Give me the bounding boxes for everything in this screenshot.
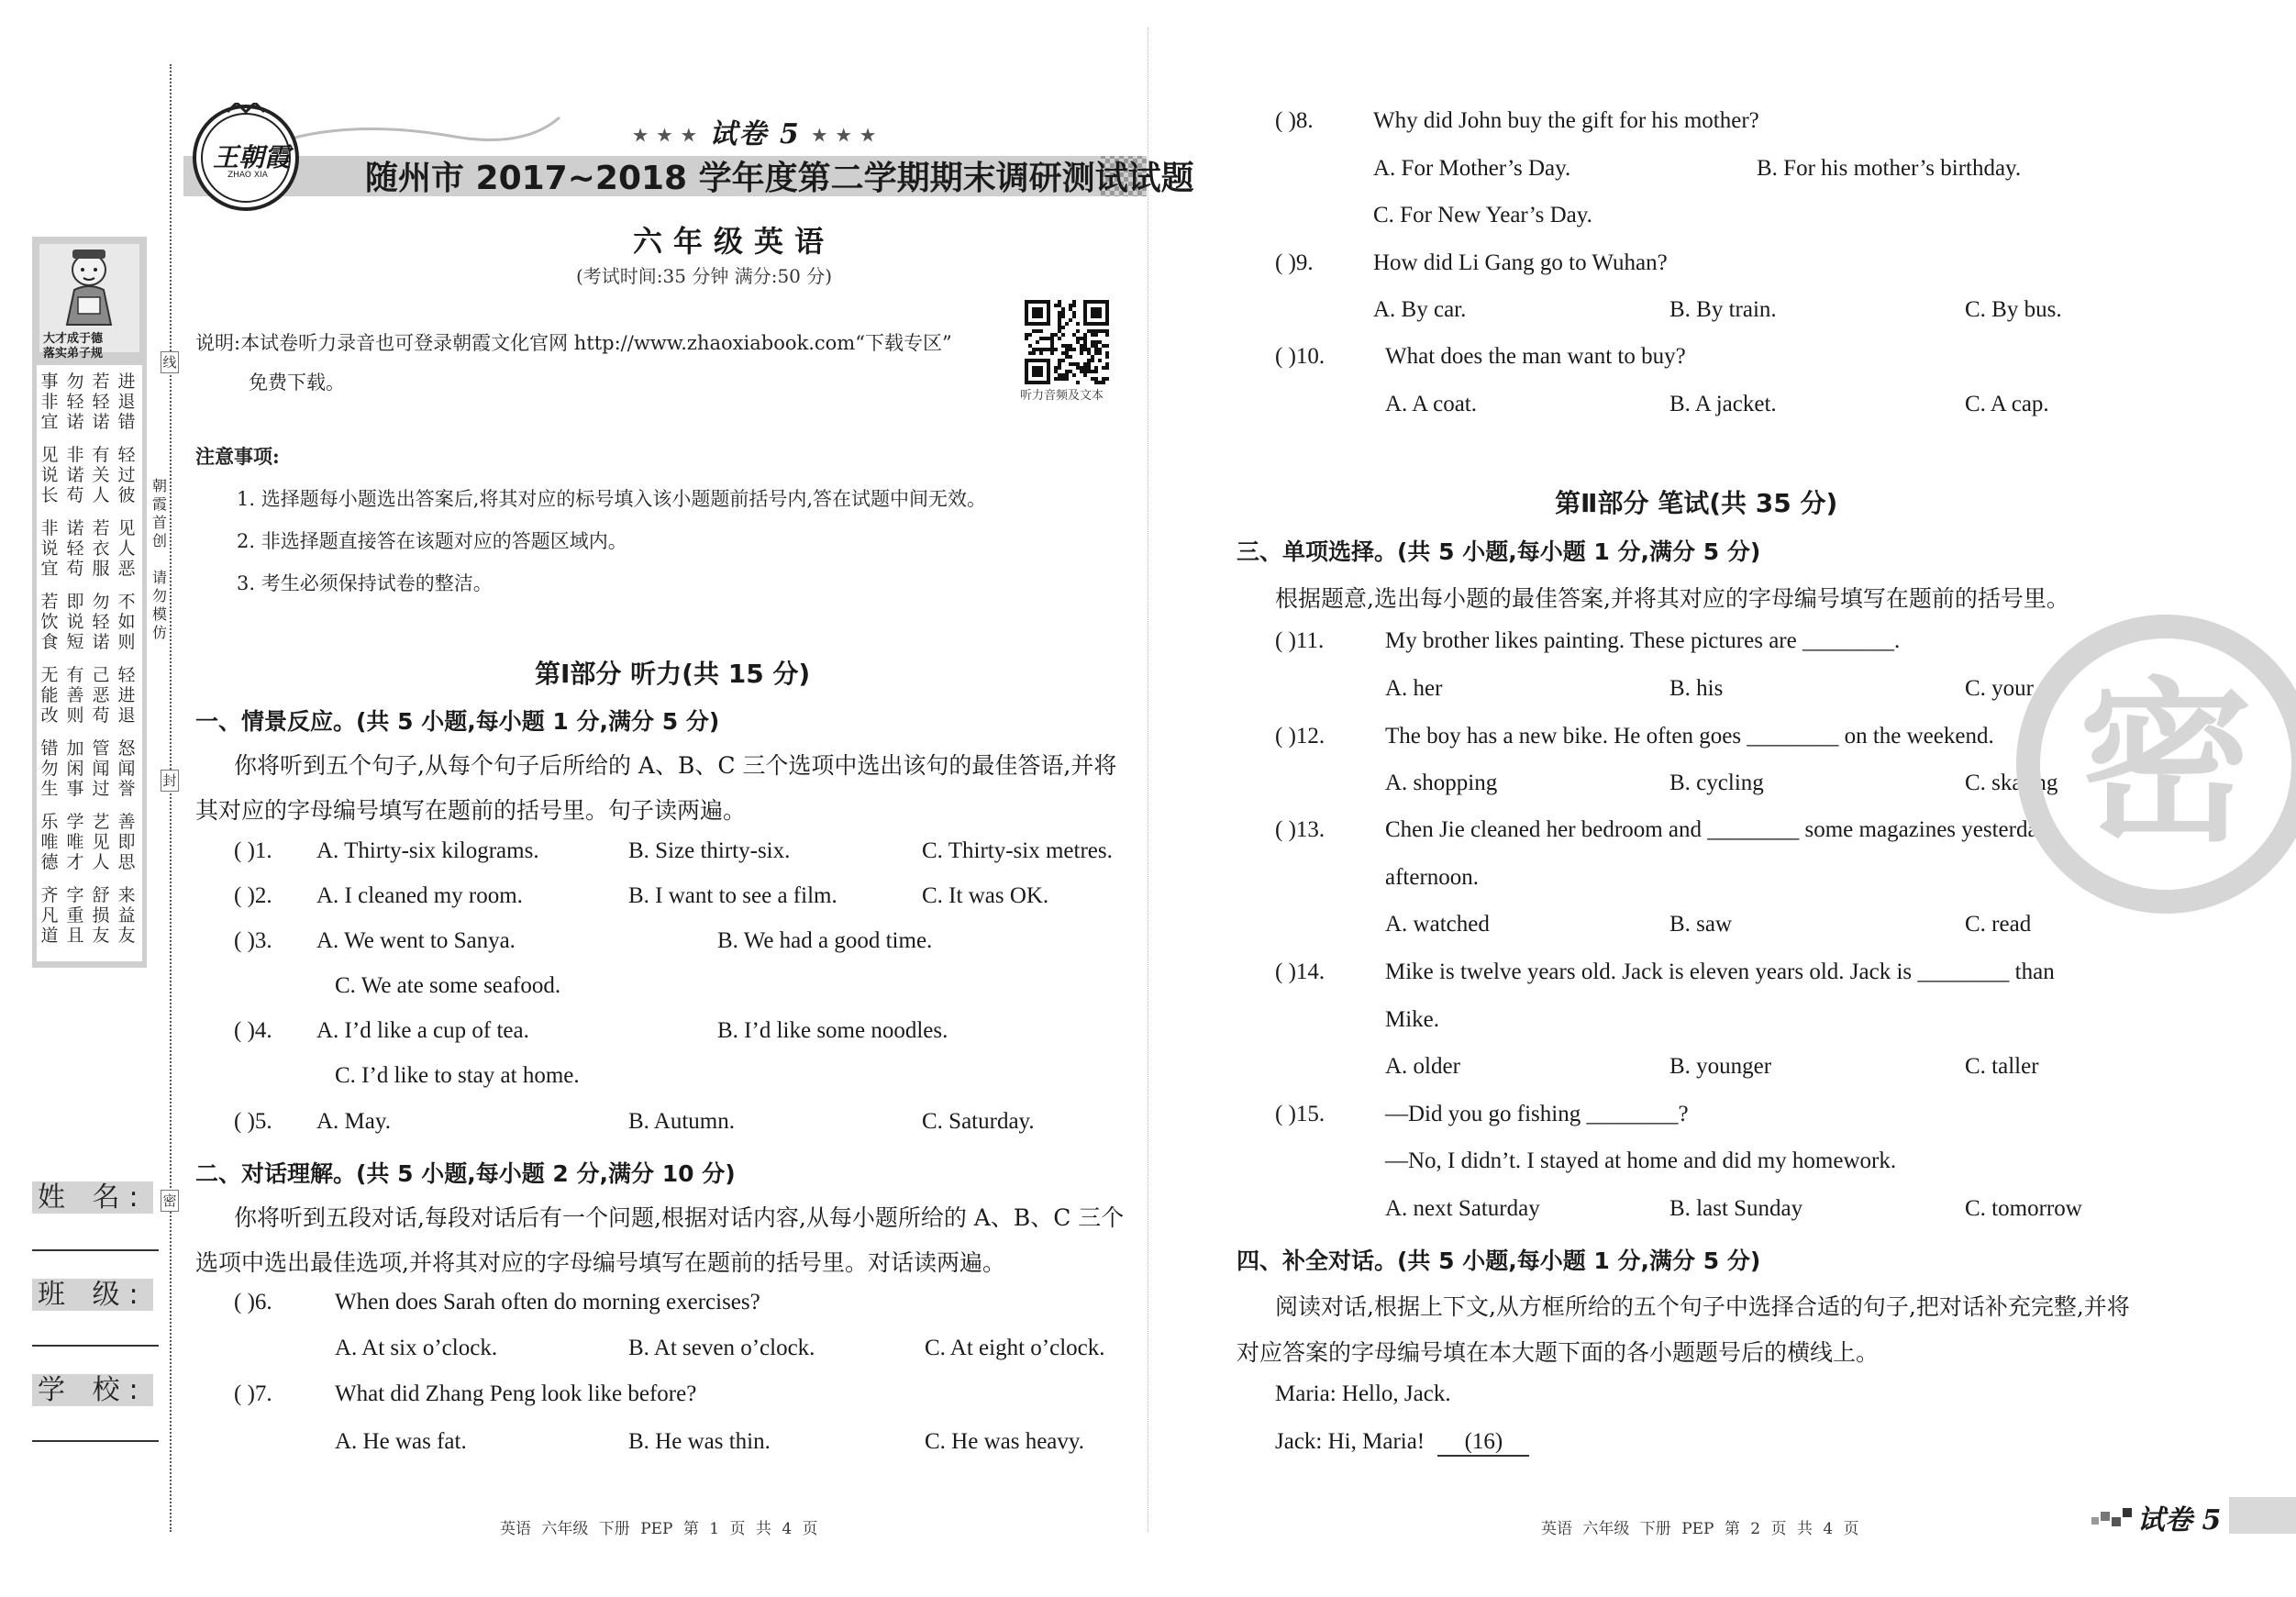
maxim-char: 来 [117, 885, 136, 905]
maxim-char: 说 [40, 465, 59, 485]
section2-desc-1: 你将听到五段对话,每段对话后有一个问题,根据对话内容,从每小题所给的 A、B、C 三个 [234, 1204, 1125, 1231]
marker-secret: 密 [161, 1190, 179, 1212]
section2-desc-2: 选项中选出最佳选项,并将其对应的字母编号填写在题前的括号里。对话读两遍。 [195, 1249, 1005, 1276]
section4-desc-2: 对应答案的字母编号填在本大题下面的各小题题号后的横线上。 [1237, 1339, 1880, 1366]
maxim-char: 即 [66, 592, 84, 612]
maxim-char: 己 [92, 665, 110, 685]
maxim-char: 学 [66, 812, 84, 832]
maxim-char: 字 [66, 885, 84, 905]
q11-option-b: B. his [1669, 676, 1724, 701]
q9-option-b: B. By train. [1669, 297, 1777, 322]
q6-number[interactable]: ( )6. [234, 1290, 272, 1314]
q15-stem-cont: —No, I didn’t. I stayed at home and did my homework. [1385, 1148, 1897, 1173]
maxim-char: 凡 [40, 905, 59, 926]
maxim-char: 衣 [92, 538, 110, 559]
main-title: 随州市 2017~2018 学年度第二学期期末调研测试试题 [365, 160, 1194, 197]
q6-option-b: B. At seven o’clock. [628, 1336, 815, 1360]
q10-stem: What does the man want to buy? [1385, 344, 1686, 369]
maxim-char: 若 [92, 372, 110, 392]
q12-option-b: B. cycling [1669, 771, 1764, 795]
scholar-mascot-icon [39, 244, 139, 327]
logo-subtext: ZHAO XIA [227, 171, 268, 180]
section4-heading: 四、补全对话。(共 5 小题,每小题 1 分,满分 5 分) [1237, 1248, 1761, 1274]
q2-option-a: A. I cleaned my room. [316, 883, 523, 908]
maxim-char: 恶 [117, 559, 136, 579]
maxim-char: 道 [40, 926, 59, 946]
secret-seal-watermark [2014, 613, 2296, 915]
q3-number[interactable]: ( )3. [234, 928, 272, 953]
q9-option-c: C. By bus. [1965, 297, 2062, 322]
maxim-char: 人 [117, 538, 136, 559]
q10-option-c: C. A cap. [1965, 392, 2049, 416]
maxim-char: 善 [117, 812, 136, 832]
maxims-text [37, 365, 142, 961]
q10-option-b: B. A jacket. [1669, 392, 1777, 416]
q2-number[interactable]: ( )2. [234, 883, 272, 908]
q13-option-a: A. watched [1385, 912, 1490, 937]
qr-caption: 听力音频及文本 [1020, 389, 1104, 403]
q6-option-a: A. At six o’clock. [335, 1336, 498, 1360]
maxim-char: 非 [40, 518, 59, 538]
maxim-char: 人 [92, 852, 110, 872]
name-field-label: 姓 名: [32, 1174, 153, 1214]
maxim-char: 勿 [66, 372, 84, 392]
maxim-char: 苟 [66, 559, 84, 579]
section1-heading: 一、情景反应。(共 5 小题,每小题 1 分,满分 5 分) [195, 708, 720, 735]
q11-option-c: C. your [1965, 676, 2034, 701]
maxim-char: 见 [117, 518, 136, 538]
maxim-char: 轻 [92, 612, 110, 632]
section1-desc-1: 你将听到五个句子,从每个句子后所给的 A、B、C 三个选项中选出该句的最佳答语,并将 [234, 752, 1117, 779]
q1-option-a: A. Thirty-six kilograms. [316, 838, 539, 863]
paper-tag: ★ ★ ★ 试卷 5 ★ ★ ★ [633, 118, 878, 150]
q13-stem: Chen Jie cleaned her bedroom and ________ some magazines yesterday [1385, 817, 2050, 842]
q4-number[interactable]: ( )4. [234, 1018, 272, 1043]
maxim-char: 不 [117, 592, 136, 612]
maxim-char: 无 [40, 665, 59, 685]
q2-option-b: B. I want to see a film. [628, 883, 837, 908]
maxim-char: 才 [66, 852, 84, 872]
maxim-char: 轻 [66, 538, 84, 559]
q14-option-a: A. older [1385, 1054, 1460, 1079]
motto-line-1: 大才成于德 [43, 332, 104, 346]
school-field-line[interactable] [32, 1440, 159, 1442]
maxim-char: 乐 [40, 812, 59, 832]
q11-option-a: A. her [1385, 676, 1443, 701]
q1-option-c: C. Thirty-six metres. [922, 838, 1113, 863]
exam-info: (考试时间:35 分钟 满分:50 分) [576, 265, 833, 287]
maxim-char: 善 [66, 685, 84, 705]
maxim-char: 恶 [92, 685, 110, 705]
q5-option-b: B. Autumn. [628, 1109, 735, 1134]
maxim-char: 宜 [40, 412, 59, 432]
watermark-char: 密 [2078, 662, 2254, 865]
maxim-char: 思 [117, 852, 136, 872]
notice-heading: 注意事项: [195, 445, 280, 468]
maxim-char: 闲 [66, 759, 84, 779]
maxim-char: 过 [117, 465, 136, 485]
maxim-char: 重 [66, 905, 84, 926]
q12-number[interactable]: ( )12. [1275, 724, 1325, 749]
mascot-panel [39, 244, 139, 360]
maxim-char: 服 [92, 559, 110, 579]
q9-stem: How did Li Gang go to Wuhan? [1373, 250, 1668, 275]
q13-option-b: B. saw [1669, 912, 1733, 937]
notice-line-1: 说明:本试卷听力录音也可登录朝霞文化官网 http://www.zhaoxiabook.com“下载专区” [195, 332, 952, 354]
maxim-char: 闻 [92, 759, 110, 779]
maxim-char: 德 [40, 852, 59, 872]
maxim-char: 进 [117, 685, 136, 705]
maxim-char: 闻 [117, 759, 136, 779]
maxim-char: 益 [117, 905, 136, 926]
q7-stem: What did Zhang Peng look like before? [335, 1381, 697, 1406]
maxim-char: 错 [117, 412, 136, 432]
maxim-char: 苟 [92, 705, 110, 726]
q12-option-a: A. shopping [1385, 771, 1498, 795]
maxim-char: 事 [40, 372, 59, 392]
q5-option-a: A. May. [316, 1109, 392, 1134]
q9-option-a: A. By car. [1373, 297, 1467, 322]
maxim-char: 错 [40, 738, 59, 759]
q4-option-c: C. I’d like to stay at home. [335, 1063, 580, 1088]
maxim-char: 誉 [117, 779, 136, 799]
maxim-char: 勿 [40, 759, 59, 779]
dialogue-line-2: Jack: Hi, Maria! (16) [1275, 1429, 1529, 1457]
q11-stem: My brother likes painting. These pictures are ________. [1385, 628, 1901, 653]
maxim-char: 诺 [66, 412, 84, 432]
section1-desc-2: 其对应的字母编号填写在题前的括号里。句子读两遍。 [195, 797, 747, 824]
maxim-char: 舒 [92, 885, 110, 905]
notice-item-1: 1. 选择题每小题选出答案后,将其对应的标号填入该小题题前括号内,答在试题中间无效。 [237, 488, 987, 510]
q8-number[interactable]: ( )8. [1275, 108, 1314, 133]
q5-number[interactable]: ( )5. [234, 1109, 272, 1134]
q7-option-b: B. He was thin. [628, 1429, 771, 1454]
q14-stem-cont: Mike. [1385, 1007, 1440, 1032]
maxim-char: 若 [40, 592, 59, 612]
q10-option-a: A. A coat. [1385, 392, 1477, 416]
q13-stem-cont: afternoon. [1385, 865, 1480, 890]
q8-option-a: A. For Mother’s Day. [1373, 156, 1571, 181]
binding-dotted-line [170, 64, 172, 1532]
maxim-char: 且 [66, 926, 84, 946]
corner-paper-tag: 试卷 5 [2137, 1504, 2222, 1536]
q14-option-b: B. younger [1669, 1054, 1772, 1079]
maxim-char: 见 [40, 445, 59, 465]
maxim-char: 生 [40, 779, 59, 799]
maxim-char: 有 [92, 445, 110, 465]
maxim-char: 有 [66, 665, 84, 685]
maxim-char: 轻 [92, 392, 110, 412]
subject-title: 六年级英语 [633, 224, 836, 259]
maxim-char: 人 [92, 485, 110, 505]
q3-option-b: B. We had a good time. [717, 928, 933, 953]
maxim-char: 说 [40, 538, 59, 559]
maxim-char: 若 [92, 518, 110, 538]
maxim-char: 事 [66, 779, 84, 799]
q13-number[interactable]: ( )13. [1275, 817, 1325, 842]
maxim-char: 唯 [66, 832, 84, 852]
part2-title: 第Ⅱ部分 笔试(共 35 分) [1555, 488, 1838, 518]
section4-desc-1: 阅读对话,根据上下文,从方框所给的五个句子中选择合适的句子,把对话补充完整,并将 [1275, 1293, 2130, 1320]
q6-option-c: C. At eight o’clock. [925, 1336, 1105, 1360]
maxim-char: 进 [117, 372, 136, 392]
maxim-char: 诺 [92, 412, 110, 432]
notice-line-2: 免费下载。 [249, 372, 345, 394]
maxim-char: 非 [40, 392, 59, 412]
maxim-char: 即 [117, 832, 136, 852]
maxim-char: 友 [117, 926, 136, 946]
motto-line-2: 落实弟子规 [43, 347, 104, 360]
maxim-char: 艺 [92, 812, 110, 832]
q10-number[interactable]: ( )10. [1275, 344, 1325, 369]
q8-option-b: B. For his mother’s birthday. [1757, 156, 2022, 181]
maxim-char: 食 [40, 632, 59, 652]
qr-code-icon[interactable] [1025, 300, 1109, 384]
maxim-char: 苟 [66, 485, 84, 505]
q1-number[interactable]: ( )1. [234, 838, 272, 863]
corner-gray-bar [2229, 1497, 2296, 1534]
blank-16[interactable]: (16) [1437, 1429, 1529, 1457]
maxim-char: 则 [66, 705, 84, 726]
maxim-char: 友 [92, 926, 110, 946]
q14-number[interactable]: ( )14. [1275, 959, 1325, 984]
q12-option-c: C. skating [1965, 771, 2058, 795]
q15-option-c: C. tomorrow [1965, 1196, 2082, 1221]
maxim-char: 唯 [40, 832, 59, 852]
maxim-char: 诺 [66, 465, 84, 485]
seal-words-2: 请 勿 模 仿 [151, 569, 167, 641]
maxim-char: 怒 [117, 738, 136, 759]
q3-option-c: C. We ate some seafood. [335, 973, 561, 998]
maxim-char: 损 [92, 905, 110, 926]
maxim-char: 能 [40, 685, 59, 705]
footer-page-1: 英语 六年级 下册 PEP 第 1 页 共 4 页 [500, 1520, 818, 1538]
maxim-char: 短 [66, 632, 84, 652]
maxim-char: 饮 [40, 612, 59, 632]
name-field-line[interactable] [32, 1249, 159, 1251]
q8-stem: Why did John buy the gift for his mother? [1373, 108, 1759, 133]
notice-item-3: 3. 考生必须保持试卷的整洁。 [237, 572, 493, 594]
maxim-char: 长 [40, 485, 59, 505]
maxim-char: 轻 [117, 665, 136, 685]
maxim-char: 加 [66, 738, 84, 759]
maxim-char: 改 [40, 705, 59, 726]
class-field-label: 班 级: [32, 1271, 153, 1312]
maxim-char: 彼 [117, 485, 136, 505]
q7-option-c: C. He was heavy. [925, 1429, 1085, 1454]
maxim-char: 过 [92, 779, 110, 799]
q15-option-a: A. next Saturday [1385, 1196, 1540, 1221]
section3-heading: 三、单项选择。(共 5 小题,每小题 1 分,满分 5 分) [1237, 538, 1761, 565]
maxims-panel [37, 365, 142, 961]
maxim-char: 见 [92, 832, 110, 852]
q5-option-c: C. Saturday. [922, 1109, 1035, 1134]
notice-item-2: 2. 非选择题直接答在该题对应的答题区域内。 [237, 530, 627, 552]
maxim-char: 轻 [117, 445, 136, 465]
maxim-char: 宜 [40, 559, 59, 579]
maxim-char: 退 [117, 705, 136, 726]
q14-stem: Mike is twelve years old. Jack is eleven years old. Jack is ________ than [1385, 959, 2055, 984]
q15-option-b: B. last Sunday [1669, 1196, 1803, 1221]
school-field-label: 学 校: [32, 1367, 153, 1407]
maxim-char: 如 [117, 612, 136, 632]
q14-option-c: C. taller [1965, 1054, 2039, 1079]
q11-number[interactable]: ( )11. [1275, 628, 1325, 653]
maxim-char: 非 [66, 445, 84, 465]
marker-line: 线 [161, 351, 179, 373]
seal-words-1: 朝 霞 首 创 [151, 477, 167, 549]
maxim-char: 勿 [92, 592, 110, 612]
maxim-char: 齐 [40, 885, 59, 905]
q8-option-c: C. For New Year’s Day. [1373, 203, 1592, 227]
q9-number[interactable]: ( )9. [1275, 250, 1314, 275]
corner-checker-icon [2091, 1504, 2137, 1532]
maxim-char: 说 [66, 612, 84, 632]
footer-page-2: 英语 六年级 下册 PEP 第 2 页 共 4 页 [1541, 1520, 1859, 1538]
left-binding-strip [32, 237, 147, 968]
maxim-char: 诺 [66, 518, 84, 538]
q1-option-b: B. Size thirty-six. [628, 838, 791, 863]
q15-number[interactable]: ( )15. [1275, 1102, 1325, 1126]
q12-stem: The boy has a new bike. He often goes ________ on the weekend. [1385, 724, 1994, 749]
class-field-line[interactable] [32, 1345, 159, 1347]
q7-option-a: A. He was fat. [335, 1429, 467, 1454]
q4-option-b: B. I’d like some noodles. [717, 1018, 948, 1043]
section2-heading: 二、对话理解。(共 5 小题,每小题 2 分,满分 10 分) [195, 1160, 736, 1187]
q2-option-c: C. It was OK. [922, 883, 1049, 908]
q3-option-a: A. We went to Sanya. [316, 928, 516, 953]
dialogue-line-1: Maria: Hello, Jack. [1275, 1381, 1451, 1406]
logo-text: 王朝霞 [213, 142, 291, 172]
maxim-char: 轻 [66, 392, 84, 412]
part1-title: 第Ⅰ部分 听力(共 15 分) [535, 659, 811, 689]
q6-stem: When does Sarah often do morning exercises? [335, 1290, 760, 1314]
section3-desc: 根据题意,选出每小题的最佳答案,并将其对应的字母编号填写在题前的括号里。 [1275, 585, 2069, 612]
maxim-char: 则 [117, 632, 136, 652]
marker-seal: 封 [161, 770, 179, 792]
q7-number[interactable]: ( )7. [234, 1381, 272, 1406]
maxim-char: 诺 [92, 632, 110, 652]
q15-stem: —Did you go fishing ________? [1385, 1102, 1689, 1126]
maxim-char: 管 [92, 738, 110, 759]
maxim-char: 关 [92, 465, 110, 485]
q4-option-a: A. I’d like a cup of tea. [316, 1018, 529, 1043]
maxim-char: 退 [117, 392, 136, 412]
q13-option-c: C. read [1965, 912, 2032, 937]
